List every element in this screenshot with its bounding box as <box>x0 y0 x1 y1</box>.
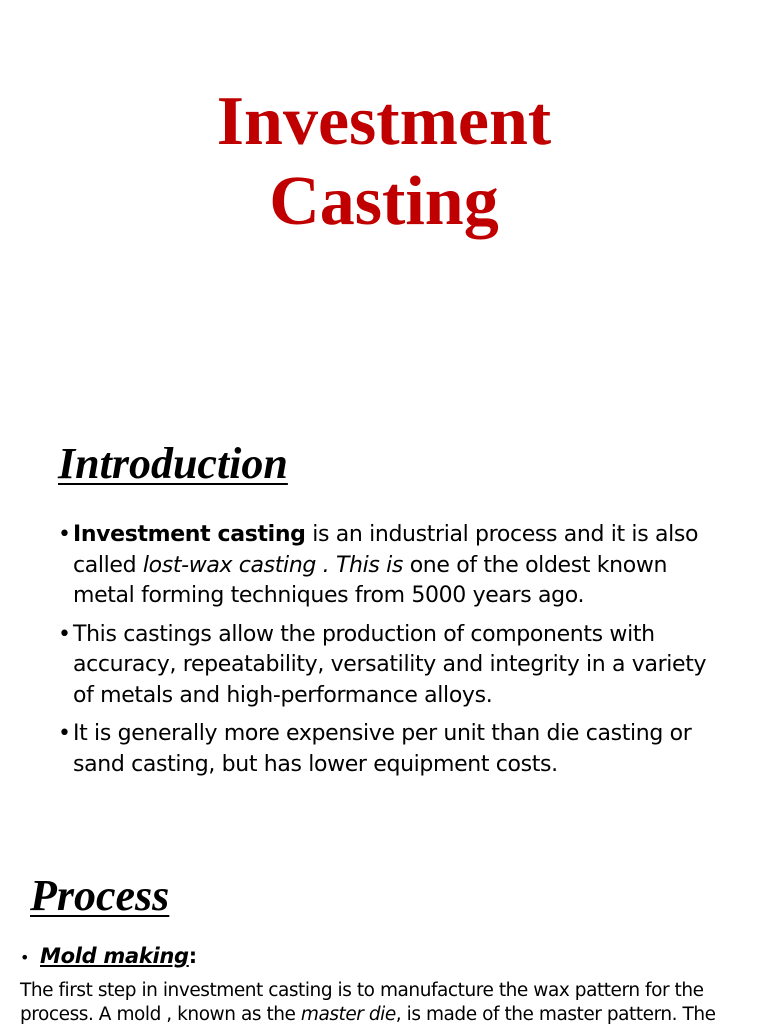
paragraph-line-2-a: process. A mold , known as the <box>20 1004 301 1025</box>
master-die-term: master die <box>300 1004 396 1025</box>
page-title <box>0 82 768 242</box>
bullet-item-3 <box>58 719 728 780</box>
bullet-2-text: This castings allow the production of components with accuracy, repeatability, versatility and integrity in a variety of metals and high-performance alloys. <box>73 621 707 708</box>
bullet-3-text: It is generally more expensive per unit than die casting or sand casting, but has lower equipment costs. <box>73 721 692 777</box>
paragraph-line-1: The first step in investment casting is to manufacture the wax pattern for the <box>20 980 704 1001</box>
bullet-item-1 <box>58 520 728 612</box>
bullet-icon: • <box>58 522 71 547</box>
introduction-heading: Introduction <box>58 439 288 488</box>
bullet-item-2 <box>58 620 728 712</box>
mold-making-label: Mold making <box>40 944 189 968</box>
bullet-1-text-a: is an industrial process and it is also called <box>73 522 699 578</box>
bullet-1-bold-term: Investment casting <box>73 522 306 547</box>
title-line-1: Investment <box>216 83 552 160</box>
bullet-1-text-b: one of the oldest known metal forming techniques from 5000 years ago. <box>73 552 668 608</box>
mold-making-colon: : <box>188 944 197 968</box>
bullet-1-italic-term: lost-wax casting . This is <box>142 552 404 578</box>
title-line-2: Casting <box>269 163 499 240</box>
mold-making-subheading <box>20 941 197 973</box>
bullet-icon: • <box>20 948 30 967</box>
bullet-icon: • <box>58 721 71 746</box>
paragraph-line-2 <box>20 1003 760 1027</box>
introduction-bullet-list <box>58 520 728 788</box>
paragraph-line-2-b: , is made of the master pattern. The <box>395 1004 716 1025</box>
process-heading: Process <box>30 871 170 920</box>
mold-making-paragraph <box>20 979 760 1027</box>
bullet-icon: • <box>58 621 71 647</box>
